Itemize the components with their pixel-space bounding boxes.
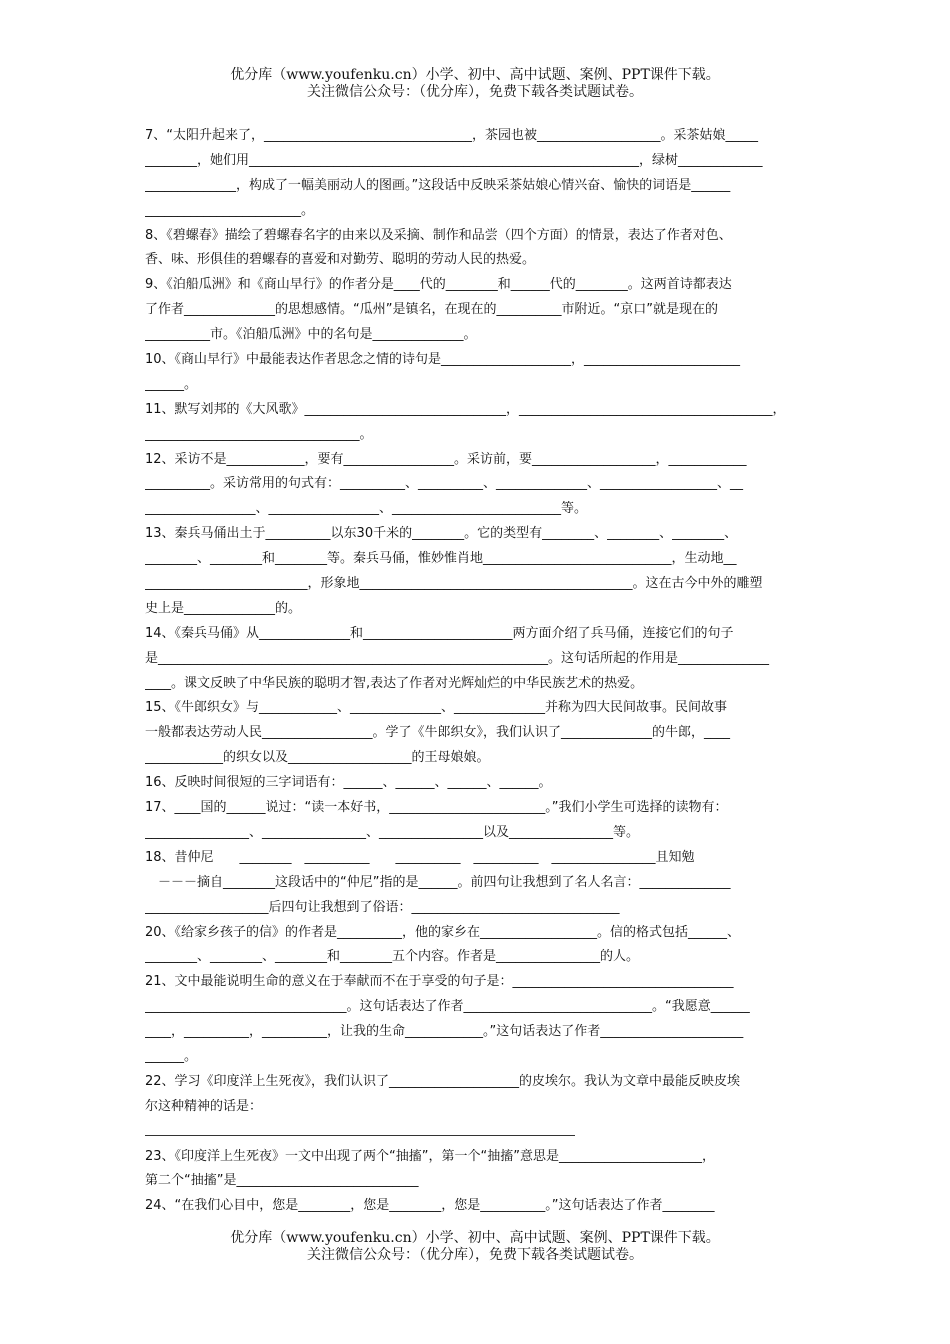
text-line: 了作者______________的思想感情。“瓜州”是镇名，在现在的__________市附近。“京口”就是现在的 [145,302,718,318]
header-line-1: 优分库（www.youfenku.cn）小学、初中、高中试题、案例、PPT课件下载。 [230,67,720,83]
page-footer [0,1230,950,1264]
footer-line-1: 优分库（www.youfenku.cn）小学、初中、高中试题、案例、PPT课件下载。 [230,1230,720,1246]
text-line: 一般都表达劳动人民_________________。学了《牛郎织女》，我们认识了______________的牛郎，____ [145,725,731,741]
text-line: ________、________、________和________五个内容。作者是________________的人。 [145,949,640,965]
answer-rule [145,1135,575,1136]
text-line: _______________________________。这句话表达了作者_____________________________。“我愿意______ [145,999,750,1015]
text-line: 10、《商山早行》中最能表达作者思念之情的诗句是____________________，________________________ [145,352,741,368]
text-line: ____。课文反映了中华民族的聪明才智,表达了作者对光辉灿烂的中华民族艺术的热爱。 [145,675,644,691]
text-line: 20、《给家乡孩子的信》的作者是__________，他的家乡在__________________。信的格式包括______、 [145,924,741,940]
answer-blank-line [145,1120,815,1145]
text-line: _________________________，形象地__________________________________________。这在古今中外的雕塑 [145,576,763,592]
text-line: 第二个“抽搐”是____________________________ [145,1173,419,1189]
text-line: 是____________________________________________________________。这句话所起的作用是______________ [145,650,770,666]
text-line: ______________，构成了一幅美丽动人的图画。”这段话中反映采茶姑娘心情兴奋、愉快的词语是______ [145,177,731,193]
worksheet-body [145,124,815,1219]
text-line: 16、反映时间很短的三字词语有：______、______、______、______。 [145,775,552,791]
text-line: 21、文中最能说明生命的意义在于奉献而不在于享受的句子是：__________________________________ [145,974,734,990]
text-line: __________。采访常用的句式有：__________、__________、______________、__________________、__ [145,476,744,492]
text-line: 17、____国的______说过：“读一本好书，________________________。”我们小学生可选择的读物有： [145,800,728,816]
text-line: ____________的织女以及___________________的王母娘娘。 [145,750,490,766]
text-line: ______。 [145,1048,198,1064]
text-line: ___________________后四句让我想到了俗语：________________________________ [145,899,620,915]
text-line: 24、“在我们心目中，您是________，您是________，您是__________。”这句话表达了作者________ [145,1198,715,1214]
text-line: 18、昔仲尼 ________ __________ __________ __________ ________________且知勉 [145,849,695,865]
text-line: 14、《秦兵马俑》从______________和_______________________两方面介绍了兵马俑，连接它们的句子 [145,625,734,641]
text-line: ________、________和________等。秦兵马俑，惟妙惟肖地_____________________________，生动地__ [145,551,737,567]
text-line: 尔这种精神的话是： [145,1098,263,1114]
text-line: 9、《泊船瓜洲》和《商山早行》的作者分是____代的________和______代的________。这两首诗都表达 [145,277,732,293]
text-line: 15、《牛郎织女》与____________、______________、______________并称为四大民间故事。民间故事 [145,700,728,716]
text-line: _________________、_________________、__________________________等。 [145,501,588,517]
text-line: ____，__________，__________，让我的生命____________。”这句话表达了作者______________________ [145,1024,744,1040]
text-line: __________市。《泊船瓜洲》中的名句是______________。 [145,327,477,343]
text-line: 23、《印度洋上生死夜》一文中出现了两个“抽搐”，第一个“抽搐”意思是______________________， [145,1148,715,1164]
text-line: 史上是______________的。 [145,600,302,616]
text-line: ______。 [145,376,198,392]
text-line: 8、《碧螺春》描绘了碧螺春名字的由来以及采摘、制作和品尝（四个方面）的情景，表达了作者对色、 [145,227,732,243]
text-line: 12、采访不是____________，要有_________________。采访前，要___________________，____________ [145,451,747,467]
text-line: ________________、________________、________________以及________________等。 [145,824,640,840]
text-line: 7、“太阳升起来了，________________________________，茶园也被___________________。采茶姑娘_____ [145,128,759,143]
page-header [0,67,950,101]
text-line: －－－摘自________这段话中的“仲尼”指的是______。前四句让我想到了名人名言：______________ [145,874,731,890]
text-line: 香、味、形俱佳的碧螺春的喜爱和对勤劳、聪明的劳动人民的热爱。 [145,252,536,268]
footer-line-2: 关注微信公众号：（优分库），免费下载各类试题试卷。 [307,1247,643,1263]
header-line-2: 关注微信公众号：（优分库），免费下载各类试题试卷。 [307,84,643,100]
text-line: 13、秦兵马俑出土于__________以东30千米的________。它的类型有________、________、________、 [145,526,738,542]
text-line: 22、学习《印度洋上生死夜》，我们认识了____________________的皮埃尔。我认为文章中最能反映皮埃 [145,1073,741,1089]
text-line: _________________________________。 [145,426,373,442]
text-line: 11、默写刘邦的《大风歌》_______________________________，_______________________________________， [145,401,786,417]
text-line: ________，她们用____________________________________________________________，绿树_____________ [145,152,763,168]
text-line: ________________________。 [145,202,315,218]
